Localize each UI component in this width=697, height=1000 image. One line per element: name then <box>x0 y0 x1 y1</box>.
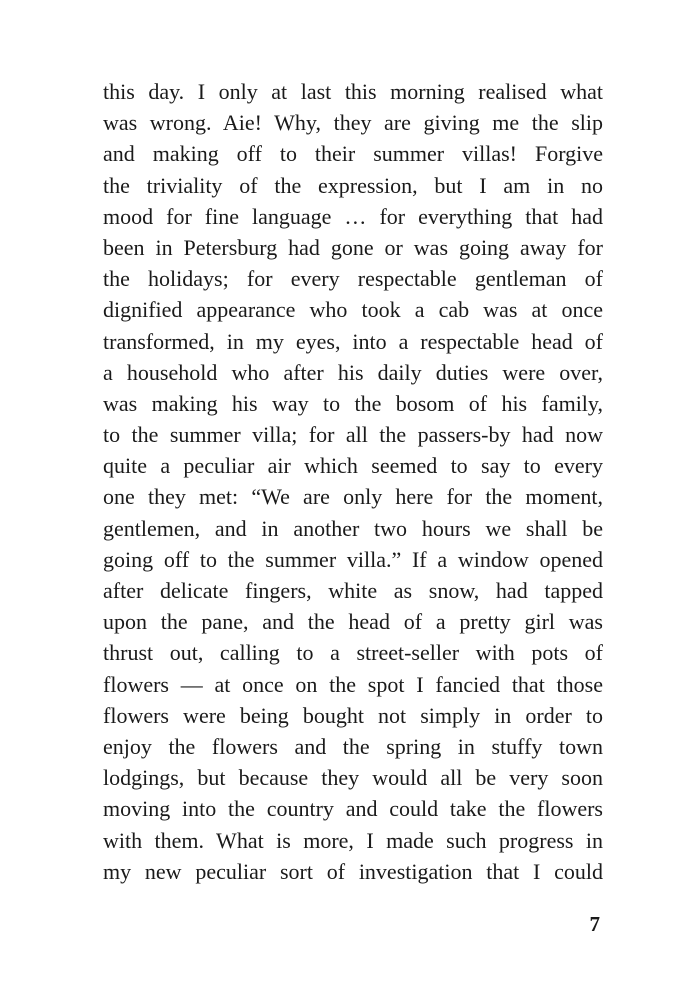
text-line: been in Petersburg had gone or was going away for <box>103 234 603 260</box>
text-line: dignified appearance who took a cab was at once <box>103 297 603 323</box>
text-line: flowers — at once on the spot I fancied that those <box>103 671 603 697</box>
text-line: flowers were being bought not simply in order to <box>103 702 603 728</box>
text-line: was wrong. Aie! Why, they are giving me the slip <box>103 110 603 136</box>
text-line: with them. What is more, I made such progress in <box>103 827 603 853</box>
text-line: this day. I only at last this morning realised what <box>103 79 603 104</box>
text-line: my new peculiar sort of investigation that I could <box>103 858 603 884</box>
text-line: a household who after his daily duties were over, <box>103 359 603 385</box>
text-line: moving into the country and could take the flowers <box>103 796 603 822</box>
text-line: lodgings, but because they would all be very soon <box>103 765 603 791</box>
text-line: mood for fine language … for everything that had <box>103 203 603 229</box>
page-number: 7 <box>589 912 600 936</box>
body-text <box>103 76 603 887</box>
text-line: the triviality of the expression, but I am in no <box>103 172 603 198</box>
text-line: gentlemen, and in another two hours we shall be <box>103 515 603 541</box>
text-line: transformed, in my eyes, into a respectable head of <box>103 328 603 354</box>
text-line: upon the pane, and the head of a pretty girl was <box>103 609 603 635</box>
text-line: the holidays; for every respectable gentleman of <box>103 266 603 292</box>
text-line: and making off to their summer villas! Forgive <box>103 141 603 167</box>
text-line: quite a peculiar air which seemed to say to every <box>103 453 603 479</box>
text-line: enjoy the flowers and the spring in stuffy town <box>103 733 603 759</box>
text-line: was making his way to the bosom of his family, <box>103 390 603 416</box>
text-line: going off to the summer villa.” If a window opened <box>103 546 603 572</box>
text-line: after delicate fingers, white as snow, had tapped <box>103 578 603 603</box>
text-line: one they met: “We are only here for the moment, <box>103 484 603 510</box>
text-line: thrust out, calling to a street-seller with pots of <box>103 640 603 666</box>
text-line: to the summer villa; for all the passers-by had now <box>103 422 603 448</box>
